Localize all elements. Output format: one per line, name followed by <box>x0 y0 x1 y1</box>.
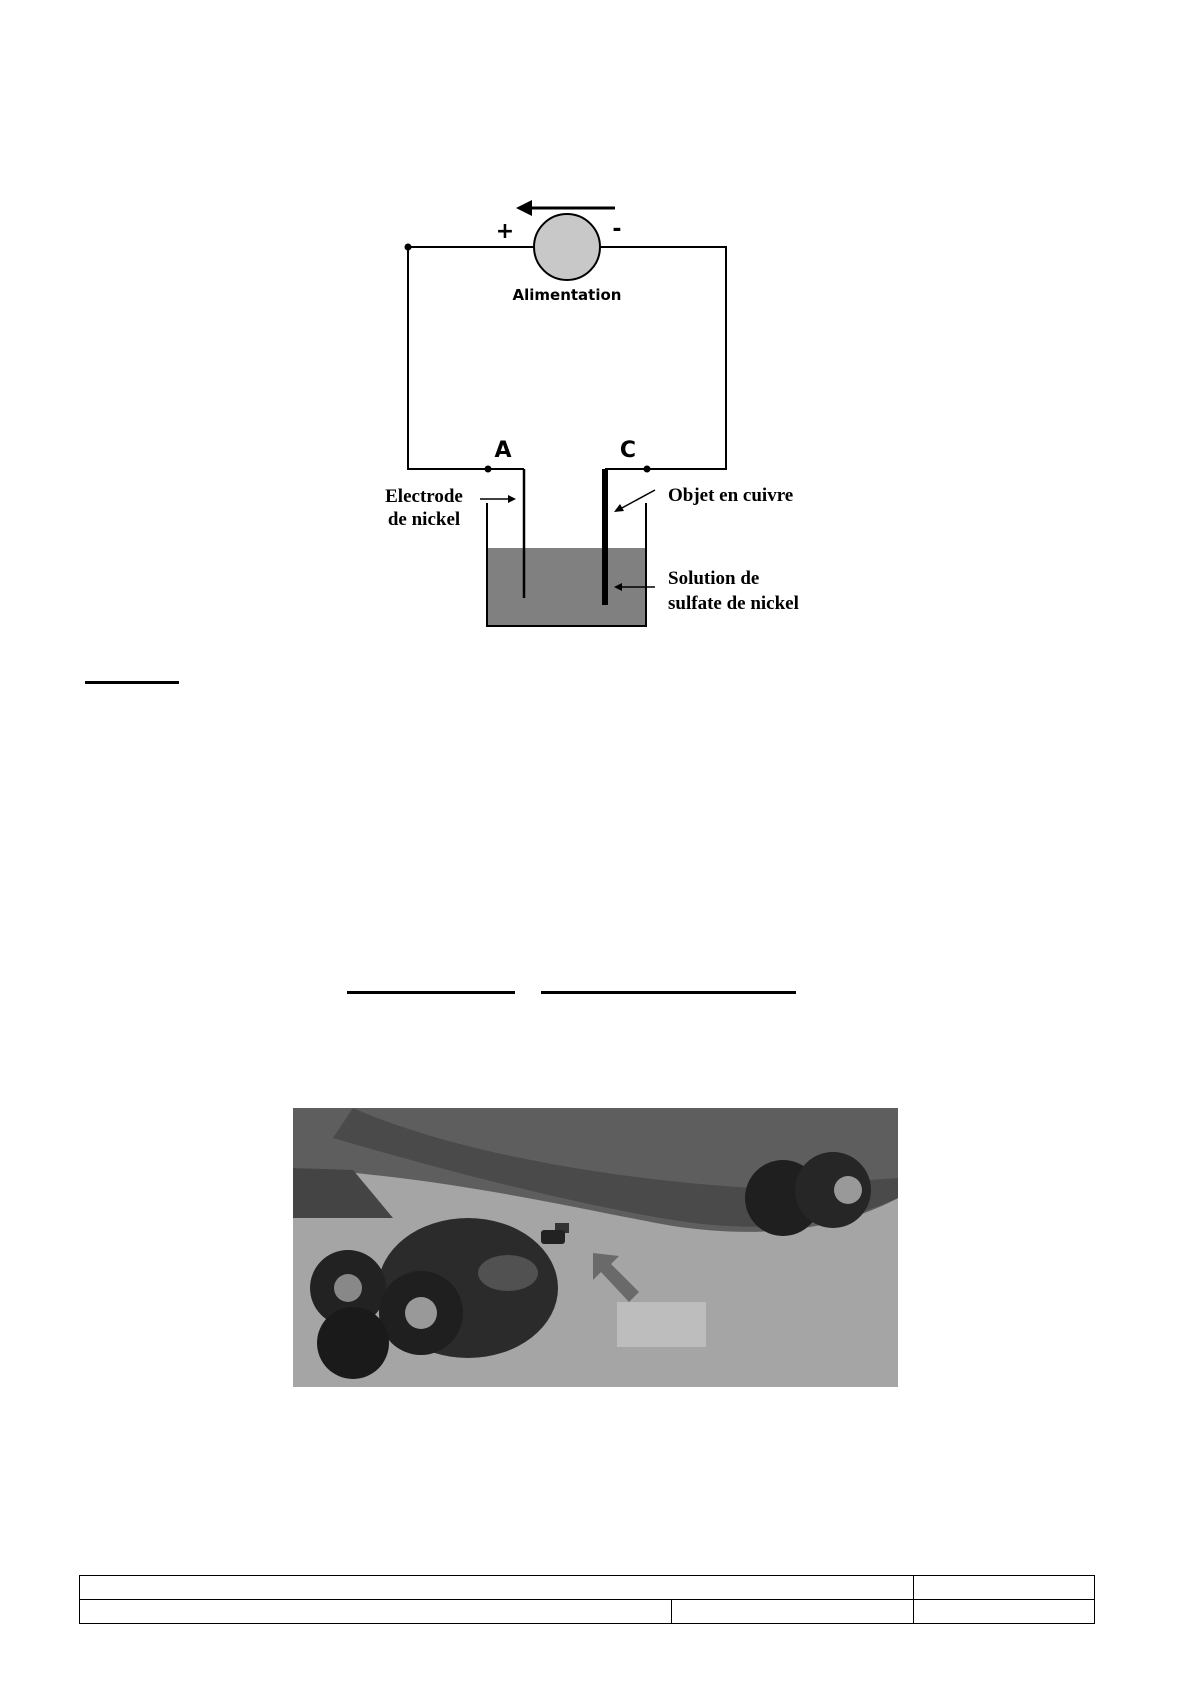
plus-sign: + <box>495 219 515 244</box>
electrolysis-diagram <box>340 180 830 640</box>
solution-label-line1: Solution de <box>668 568 760 589</box>
cathode-label: C <box>619 438 637 463</box>
underline-rule <box>85 681 179 684</box>
pointer-arrow-icon <box>480 495 516 503</box>
footer-table <box>79 1575 1095 1624</box>
minus-sign: - <box>612 217 622 242</box>
footer-cell <box>80 1600 672 1624</box>
junction-dot <box>644 466 651 473</box>
underline-rule <box>347 991 515 994</box>
electrode-label-line2: de nickel <box>387 509 461 530</box>
table-row <box>80 1576 1095 1600</box>
anode-label: A <box>494 438 512 463</box>
pointer-arrow-icon <box>614 490 655 512</box>
footer-cell <box>914 1600 1095 1624</box>
table-row <box>80 1600 1095 1624</box>
power-label: Alimentation <box>512 286 622 304</box>
underline-rule <box>541 991 796 994</box>
object-label: Objet en cuivre <box>668 485 794 506</box>
junction-dot <box>485 466 492 473</box>
aircraft-photo <box>293 1108 898 1387</box>
electrode-label-line1: Electrode <box>385 486 463 507</box>
power-supply-icon <box>534 214 600 280</box>
footer-cell <box>80 1576 914 1600</box>
junction-dot <box>405 244 412 251</box>
label-box <box>617 1302 706 1347</box>
footer-cell <box>914 1576 1095 1600</box>
footer-cell <box>672 1600 914 1624</box>
solution-label-line2: sulfate de nickel <box>668 593 799 614</box>
